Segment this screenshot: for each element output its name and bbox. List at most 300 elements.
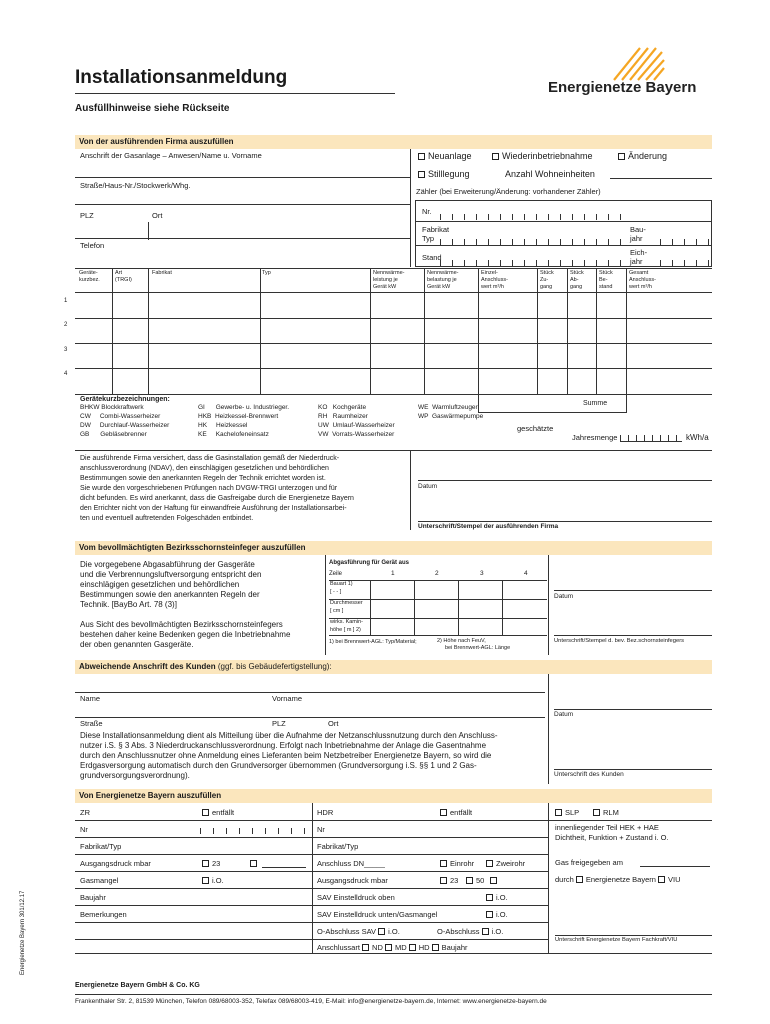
divider (410, 149, 411, 267)
legend-item: WP Gaswärmepumpe (418, 413, 484, 420)
other-pressure-field[interactable] (262, 867, 306, 868)
teil2-text: Dichtheit, Funktion + Zustand i. O. (555, 833, 669, 842)
s3-text-line: Diese Installationsanmeldung dient als Mitteilung über die Aufnahme der Netzanschlussnutzung durch den Anschluss- (80, 731, 498, 740)
vorname-label: Vorname (272, 694, 303, 703)
s4-signature-label: Unterschrift Energienetze Bayern Fachkraft/VIU (555, 937, 678, 943)
tick-mark (239, 828, 240, 834)
col-header: Fabrikat (152, 270, 172, 276)
checkbox[interactable] (618, 153, 625, 160)
tick-mark (684, 239, 685, 245)
freigabe-date-field[interactable] (640, 866, 710, 867)
checkbox[interactable] (385, 944, 392, 951)
footer-address: Frankenthaler Str. 2, 81539 München, Telefon 089/68003-352, Telefax 089/68003-419, E-Mail: info@energienetze-bayern.de, Internet: www.energienetze-bayern.de (75, 998, 547, 1005)
meter-baujahr-label2: jahr (630, 234, 643, 243)
col-header: Gesamt (629, 270, 649, 276)
s2-datum-label: Datum (554, 593, 574, 600)
tick-mark (672, 239, 673, 245)
col-header: Stück (570, 270, 584, 276)
freigabe-label: Gas freigegeben am (555, 858, 623, 867)
tick-mark (572, 214, 573, 220)
tick-mark (452, 260, 453, 266)
tick-mark (696, 260, 697, 266)
checkbox[interactable] (440, 809, 447, 816)
meter-box (415, 200, 712, 267)
hoehe-label: wirks. Kamin- (330, 619, 364, 625)
jahresmenge-field[interactable] (620, 441, 682, 442)
checkbox[interactable] (490, 877, 497, 884)
divider (554, 709, 712, 710)
baujahr-label: Baujahr (80, 893, 106, 902)
durchm-unit: [ cm ] (330, 608, 344, 614)
tick-mark (684, 260, 685, 266)
legend-item: KE Kachelofeneinsatz (198, 431, 269, 438)
tick-mark (226, 828, 227, 834)
divider (75, 953, 712, 954)
zr-label: ZR (80, 808, 90, 817)
tick-mark (560, 239, 561, 245)
tick-mark (584, 239, 585, 245)
plz-label: PLZ (80, 211, 94, 220)
divider (75, 939, 548, 940)
cb-wiederinbetriebnahme[interactable]: Wiederinbetriebnahme (492, 152, 593, 161)
s1-datum-label: Datum (418, 483, 438, 490)
legend-item: HK Heizkessel (198, 422, 248, 429)
col-header: Stück (599, 270, 613, 276)
tick-mark (660, 239, 661, 245)
divider (567, 268, 568, 395)
tick-mark (608, 239, 609, 245)
tick-mark (536, 239, 537, 245)
summe-label: Summe (583, 400, 608, 407)
s3-signature-label: Unterschrift des Kunden (554, 771, 624, 778)
street-label: Straße/Haus-Nr./Stockwerk/Whg. (80, 181, 191, 190)
checkbox[interactable] (440, 877, 447, 884)
footnote: 2) Höhe nach FeuV, (437, 638, 486, 644)
tick-mark (636, 435, 637, 441)
divider (75, 837, 548, 838)
checkbox[interactable] (482, 928, 489, 935)
tick-mark (464, 260, 465, 266)
s2-text-line: bestehen daher keine Bedenken gegen die Inbetriebnahme (80, 630, 291, 639)
tick-mark (676, 435, 677, 441)
col-header: leistung je (373, 277, 398, 283)
checkbox[interactable] (202, 809, 209, 816)
divider (312, 803, 313, 953)
tick-mark (304, 828, 305, 834)
legend-item: VW Vorrats-Wasserheizer (318, 431, 395, 438)
meter-fabrikat-label: Fabrikat (422, 225, 450, 234)
cb-stilllegung[interactable]: Stilllegung (418, 170, 470, 179)
legend-item: DW Durchlauf-Wasserheizer (80, 422, 170, 429)
bauart-label: Bauart 1) (330, 581, 353, 587)
s3-text-line: nutzer i.S. § 3 Abs. 3 Niederdruckanschlussverordnung. Erfolgt nach Inbetriebnahme der Anlage die Gasentnahme (80, 741, 487, 750)
title-underline (75, 93, 395, 94)
cb-gasmangel-io[interactable]: i.O. (202, 877, 224, 885)
tick-mark (524, 239, 525, 245)
cb-50[interactable]: 50 (466, 877, 484, 885)
tick-mark (572, 260, 573, 266)
divider (75, 994, 712, 995)
declaration-line: den Errichter nicht von der Haftung für einwandfreie Ausführung der Installationsarbei- (80, 505, 347, 512)
col-number: 3 (480, 570, 484, 577)
s2-text-line: der oben genannten Gasgeräte. (80, 640, 194, 649)
col-header: Nennwärme- (427, 270, 459, 276)
checkbox[interactable] (658, 876, 665, 883)
divider (75, 854, 548, 855)
checkbox[interactable] (418, 171, 425, 178)
tick-mark (596, 260, 597, 266)
checkbox[interactable] (440, 860, 447, 867)
wohneinheiten-field[interactable] (610, 178, 712, 179)
tick-mark (584, 260, 585, 266)
tick-mark (620, 214, 621, 220)
tick-mark (476, 239, 477, 245)
cb-sav-unten-io[interactable]: i.O. (486, 911, 508, 919)
legend-item: GI Gewerbe- u. Industrieger. (198, 404, 290, 411)
address-field[interactable] (80, 160, 410, 178)
tick-mark (464, 239, 465, 245)
col-header: Anschluss- (481, 277, 508, 283)
plz3-label: PLZ (272, 719, 286, 728)
cb-23b[interactable]: 23 (440, 877, 458, 885)
divider (75, 820, 548, 821)
legend-item: GB Gebläsebrenner (80, 431, 147, 438)
col-number: 1 (391, 570, 395, 577)
checkbox[interactable] (486, 860, 493, 867)
divider (418, 480, 712, 481)
tick-mark (476, 214, 477, 220)
divider (548, 803, 549, 953)
col-header: Anschluss- (629, 277, 656, 283)
meter-nr-label: Nr. (422, 207, 432, 216)
col-header: (TRGI) (115, 277, 132, 283)
tick-mark (452, 239, 453, 245)
tick-mark (464, 214, 465, 220)
col-header: Gerät kW (427, 284, 451, 290)
cb-einrohr[interactable]: Einrohr (440, 860, 474, 868)
divider (75, 905, 548, 906)
divider (415, 221, 712, 222)
brand-name: Energienetze Bayern (548, 79, 697, 96)
tick-mark (278, 828, 279, 834)
tick-mark (524, 260, 525, 266)
tick-mark (213, 828, 214, 834)
meter-baujahr-label: Bau- (630, 225, 646, 234)
bauart-unit: [ - - ] (330, 589, 342, 595)
legend-item: RH Raumheizer (318, 413, 368, 420)
cb-rlm[interactable]: RLM (593, 809, 619, 817)
jahresmenge-label1: geschätzte (517, 424, 554, 433)
divider (75, 292, 712, 293)
tick-mark (660, 260, 661, 266)
cb-23[interactable]: 23 (202, 860, 220, 868)
kwh-label: kWh/a (686, 433, 709, 442)
checkbox[interactable] (466, 877, 473, 884)
col-header: wert m³/h (629, 284, 652, 290)
checkbox[interactable] (486, 894, 493, 901)
cb-zweirohr[interactable]: Zweirohr (486, 860, 525, 868)
divider (424, 268, 425, 395)
meter-typ-label: Typ (422, 234, 435, 243)
meter-eichjahr-label: Eich- (630, 248, 648, 257)
tick-mark (708, 260, 709, 266)
cb-hdr-other[interactable] (490, 877, 500, 885)
divider (75, 888, 548, 889)
tick-mark (608, 214, 609, 220)
cb-neuanlage[interactable]: Neuanlage (418, 152, 472, 161)
divider (370, 268, 371, 395)
checkbox[interactable] (202, 860, 209, 867)
phone-label: Telefon (80, 241, 105, 250)
divider (554, 590, 712, 591)
hdr-nr-label: Nr (317, 825, 325, 834)
divider (75, 204, 410, 205)
s2-text-line: einschlägigen gesetzlichen und behördlichen (80, 580, 240, 589)
checkbox[interactable] (492, 153, 499, 160)
divider (75, 343, 712, 344)
s2-signature-line[interactable] (554, 635, 712, 636)
sav-oben-label: SAV Einstelldruck oben (317, 893, 395, 902)
col-header: Typ (262, 270, 271, 276)
hdr-ausgang-label: Ausgangsdruck mbar (317, 876, 388, 885)
col-header: gang (540, 284, 553, 290)
abgas-table (329, 580, 547, 636)
col-header: Stück (540, 270, 554, 276)
divider (75, 692, 545, 693)
col-header: Geräte- (79, 270, 98, 276)
hdr-label: HDR (317, 808, 334, 817)
divider (410, 450, 411, 530)
s3-text-line: durch den Anschlussnutzer ohne Anmeldung eines Lieferanten beim Netzbetreiber Energienetze Bayern, so wird die (80, 751, 492, 760)
tick-mark (500, 239, 501, 245)
checkbox[interactable] (555, 809, 562, 816)
checkbox[interactable] (486, 911, 493, 918)
tick-mark (652, 435, 653, 441)
abgas-label: Abgasführung für Gerät aus (329, 560, 410, 566)
tick-mark (620, 435, 621, 441)
row-number: 2 (64, 322, 68, 328)
legend-item: HKB Heizkessel-Brennwert (198, 413, 279, 420)
tick-mark (536, 260, 537, 266)
tick-mark (560, 214, 561, 220)
tick-mark (265, 828, 266, 834)
legend-title: Gerätekurzbezeichnungen: (80, 396, 170, 403)
divider (148, 268, 149, 395)
zr-entfaellt[interactable]: entfällt (202, 809, 234, 817)
anschlussart-row: Anschlussart ND MD HD Baujahr (317, 943, 468, 952)
tick-mark (548, 214, 549, 220)
checkbox[interactable] (202, 877, 209, 884)
durchm-label: Durchmesser (330, 600, 363, 606)
tick-mark (512, 214, 513, 220)
tick-mark (488, 214, 489, 220)
footnote: 1) bei Brennwert-AGL: Typ/Material; (329, 639, 417, 645)
tick-mark (620, 260, 621, 266)
legend-item: UW Umlauf-Wasserheizer (318, 422, 395, 429)
divider (458, 580, 459, 636)
s3-text-line: grundversorgungsverordnung). (80, 771, 190, 780)
col-header: Nennwärme- (373, 270, 405, 276)
tick-mark (512, 239, 513, 245)
checkbox[interactable] (409, 944, 416, 951)
tick-mark (596, 239, 597, 245)
divider (75, 318, 712, 319)
col-header: wert m³/h (481, 284, 504, 290)
tick-mark (524, 214, 525, 220)
tick-mark (512, 260, 513, 266)
declaration-line: ten und eventuell auftretenden Folgeschäden entbindet. (80, 515, 254, 522)
divider (75, 450, 712, 451)
checkbox[interactable] (432, 944, 439, 951)
tick-mark (596, 214, 597, 220)
tick-mark (708, 239, 709, 245)
s3-text-line: Erdgasversorgung automatisch durch den Grundversorger übernommen (Grundversorgung i.S. §§ 1 und 2 Gas- (80, 761, 477, 770)
strasse-label: Straße (80, 719, 103, 728)
tick-mark (476, 260, 477, 266)
divider (75, 368, 712, 369)
s3-signature-line[interactable] (554, 769, 712, 770)
col-header: Be- (599, 277, 608, 283)
divider (548, 555, 549, 655)
divider (370, 580, 371, 636)
s2-text-line: Aus Sicht des bevollmächtigten Bezirksschornsteinfegers (80, 620, 283, 629)
declaration-line: Bestimmungen sowie den anerkannten Regeln der Technik errichtet worden ist. (80, 475, 326, 482)
gasmangel-label: Gasmangel (80, 876, 119, 885)
wohneinheiten-label: Anzahl Wohneinheiten (505, 169, 595, 179)
col-header: Einzel- (481, 270, 498, 276)
checkbox[interactable] (576, 876, 583, 883)
anschluss-dn-label: Anschluss DN_____ (317, 859, 385, 868)
divider (260, 268, 261, 395)
section1-band: Von der ausführenden Firma auszufüllen (75, 135, 712, 149)
bemerkungen-label: Bemerkungen (80, 910, 127, 919)
s2-text-line: und die Verbrennungsluftversorgung entspricht den (80, 570, 262, 579)
row-number: 4 (64, 371, 68, 377)
section3-band: Abweichende Anschrift des Kunden (ggf. bis Gebäudefertigstellung): (75, 660, 712, 674)
col-header: Art (115, 270, 123, 276)
legend-item: CW Combi-Wasserheizer (80, 413, 161, 420)
col-header: belastung je (427, 277, 457, 283)
tick-mark (644, 435, 645, 441)
tick-mark (548, 260, 549, 266)
divider (626, 268, 627, 413)
s3-datum-label: Datum (554, 711, 574, 718)
declaration-line: Die ausführende Firma versichert, dass die Gasinstallation gemäß der Niederdruck- (80, 455, 340, 462)
cb-aenderung[interactable]: Änderung (618, 152, 667, 161)
tick-mark (668, 435, 669, 441)
declaration-line: anschlussverordnung (NDAV), den einschlägigen gesetzlichen und behördlichen (80, 465, 329, 472)
tick-mark (440, 239, 441, 245)
divider (325, 555, 326, 655)
checkbox[interactable] (418, 153, 425, 160)
ort-label: Ort (152, 211, 163, 220)
tick-mark (660, 435, 661, 441)
divider (596, 268, 597, 395)
phone-field[interactable] (80, 250, 410, 264)
street-field[interactable] (80, 190, 410, 204)
tick-mark (584, 214, 585, 220)
tick-mark (488, 239, 489, 245)
divider (478, 268, 479, 413)
tick-mark (452, 214, 453, 220)
checkbox[interactable] (362, 944, 369, 951)
divider (537, 268, 538, 395)
tick-mark (560, 260, 561, 266)
s1-signature-line[interactable] (418, 521, 712, 522)
tick-mark (252, 828, 253, 834)
tick-mark (572, 239, 573, 245)
hoehe-label2: höhe [ m ] 2) (330, 627, 361, 633)
s2-text-line: Technik. [BayBo Art. 78 (3)] (80, 600, 177, 609)
zr-nr-label: Nr (80, 825, 88, 834)
row-number: 1 (64, 298, 68, 304)
durch-row: durch Energienetze Bayern VIU (555, 875, 681, 884)
zeile-label: Zeile (329, 571, 343, 577)
divider (478, 412, 626, 413)
cb-other[interactable] (250, 860, 260, 868)
divider (415, 245, 712, 246)
cb-sav-oben-io[interactable]: i.O. (486, 894, 508, 902)
teil1-text: innenliegender Teil HEK + HAE (555, 823, 659, 832)
s4-signature-line[interactable] (555, 935, 712, 936)
divider (75, 238, 410, 239)
divider (502, 580, 503, 636)
footnote: bei Brennwert-AGL: Länge (445, 645, 511, 651)
tick-mark (672, 260, 673, 266)
tick-mark (500, 214, 501, 220)
o-abschluss-row: O-Abschluss i.O. (437, 927, 504, 936)
declaration-line: dicht befunden. Es wird anerkannt, dass die Gasfreigabe durch die Energienetze Bayern (80, 495, 354, 502)
section2-band: Vom bevollmächtigten Bezirksschornsteinfeger auszufüllen (75, 541, 712, 555)
meter-stand-label: Stand (422, 253, 442, 262)
section4-band: Von Energienetze Bayern auszufüllen (75, 789, 712, 803)
sav-unten-label: SAV Einstelldruck unten/Gasmangel (317, 910, 438, 919)
tick-mark (536, 214, 537, 220)
row-number: 3 (64, 347, 68, 353)
zr-ausgang-label: Ausgangsdruck mbar (80, 859, 151, 868)
brand-logo-icon (606, 40, 666, 84)
tick-mark (608, 260, 609, 266)
legend-item: KO Kochgeräte (318, 404, 367, 411)
s2-text-line: Die vorgegebene Abgasabführung der Gasgeräte (80, 560, 255, 569)
s1-signature-label: Unterschrift/Stempel der ausführenden Firma (418, 523, 559, 530)
s2-text-line: Bestimmungen sowie den anerkannten Regeln der (80, 590, 260, 599)
col-number: 2 (435, 570, 439, 577)
page-title: Installationsanmeldung (75, 67, 288, 88)
checkbox[interactable] (593, 809, 600, 816)
tick-mark (200, 828, 201, 834)
checkbox[interactable] (378, 928, 385, 935)
hdr-fabrikat-label: Fabrikat/Typ (317, 842, 359, 851)
hdr-entfaellt[interactable]: entfällt (440, 809, 472, 817)
cb-slp[interactable]: SLP (555, 809, 579, 817)
name-label: Name (80, 694, 101, 703)
footer-company: Energienetze Bayern GmbH & Co. KG (75, 982, 200, 989)
ort3-label: Ort (328, 719, 339, 728)
checkbox[interactable] (250, 860, 257, 867)
footer-side-code: Energienetze Bayern 301/12.17 (20, 890, 26, 975)
divider (548, 820, 712, 821)
col-header: Gerät kW (373, 284, 397, 290)
meter-note: Zähler (bei Erweiterung/Änderung: vorhandener Zähler) (416, 187, 601, 196)
tick-mark (440, 214, 441, 220)
divider (75, 717, 545, 718)
divider (75, 922, 548, 923)
tick-mark (488, 260, 489, 266)
tick-mark (500, 260, 501, 266)
tick-mark (696, 239, 697, 245)
legend-item: WE Warmluftzeuger (418, 404, 478, 411)
